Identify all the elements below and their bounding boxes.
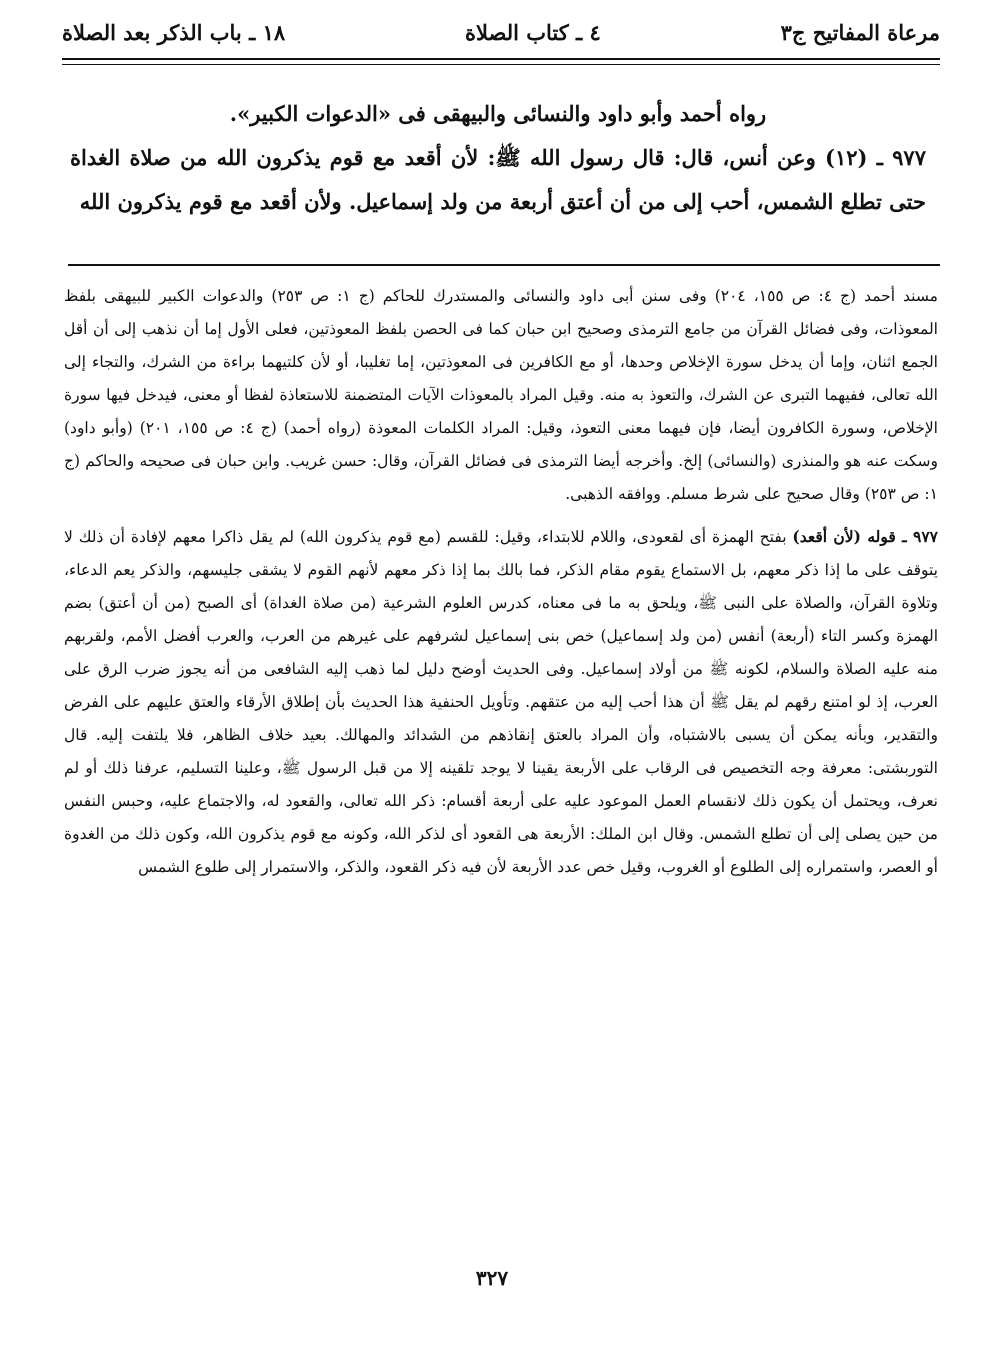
commentary-paragraph: مسند أحمد (ج ٤: ص ١٥٥، ٢٠٤) وفى سنن أبى داود والنسائى والمستدرك للحاكم (ج ١: ص ٢٥٣) والدعوات الكبير للبيهقى بلفظ المعوذات، وفى فضائل القرآن من جامع الترمذى وصحيح ابن حبان كما فى الحصن بلفظ المعوذتين، فعلى الأول إما أن نذهب إلى أن أقل الجمع اثنان، وإما أن يدخل سورة الإخلاص وحدها، أو مع الكافرين فى المعوذتين، إما تغليبا، أو لأن كلتيهما براءة من الشرك، والتجاء إلى الله تعالى، ففيهما التبرى عن الشرك، والتعوذ به منه. وقيل المراد بالمعوذات الآيات المتضمنة للاستعاذة لفظا أو معنى، فيدخل فيها سورة الإخلاص، وسورة الكافرون أيضا، فإن فيهما معنى التعوذ، وقيل: المراد الكلمات المعوذة (رواه أحمد) (ج ٤: ص ١٥٥، ٢٠١) (وأبو داود) وسكت عنه هو والمنذرى (والنسائى) إلخ. وأخرجه أيضا الترمذى فى فضائل القرآن، وقال: حسن غريب. وابن حبان فى صحيحه والحاكم (ج ١: ص ٢٥٣) وقال صحيح على شرط مسلم. ووافقه الذهبى. — [64, 287, 938, 503]
commentary — [64, 280, 938, 884]
page-number: ٣٢٧ — [475, 1266, 509, 1290]
separator-rule — [68, 264, 940, 266]
hadith-text: ٩٧٧ ـ (١٢) وعن أنس، قال: قال رسول الله ﷺ: لأن أقعد مع قوم يذكرون الله من صلاة الغداة حتى تطلع الشمس، أحب إلى من أن أعتق أربعة من ولد إسماعيل. ولأن أقعد مع قوم يذكرون الله — [70, 145, 926, 214]
running-header — [62, 10, 940, 54]
book-title: مرعاة المفاتيح ج٣ — [780, 19, 940, 45]
header-rule-thin — [62, 64, 940, 65]
chapter-title: ١٨ ـ باب الذكر بعد الصلاة — [62, 19, 286, 45]
main-text — [70, 92, 926, 224]
header-rule-thick — [62, 58, 940, 60]
section-title: ٤ ـ كتاب الصلاة — [464, 19, 601, 45]
commentary-paragraph-2 — [64, 520, 938, 884]
commentary-paragraph-body: بفتح الهمزة أى لقعودى، واللام للابتداء، وقيل: للقسم (مع قوم يذكرون الله) لم يقل ذاكرا معهم لإفادة أن ذلك لا يتوقف على ما إذا ذكر معهم، بل الاستماع يقوم مقام الذكر، فما بالك بما إذا ذكر معهم لأنهم القوم لا يشقى جليسهم، والذكر يعم الدعاء، وتلاوة القرآن، والصلاة على النبى ﷺ، ويلحق به ما فى معناه، كدرس العلوم الشرعية (من صلاة الغداة) أى الصبح (من أن أعتق) بضم الهمزة وكسر التاء (أربعة) أنفس (من ولد إسماعيل) خص بنى إسماعيل لشرفهم على غيرهم من العرب، والعرب أفضل الأمم، ولقربهم منه عليه الصلاة والسلام، لكونه ﷺ من أولاد إسماعيل. وفى الحديث أوضح دليل لما ذهب إليه الشافعى من أنه يجوز ضرب الرق على العرب، إذ لو امتنع رقهم لم يقل ﷺ أن هذا أحب إليه من عتقهم. وتأويل الحنفية هذا الحديث بأن إطلاق الأرقاء والعتق عليهم على الفرض والتقدير، وبأنه يمكن أن يسبى بالاشتباه، وأن المراد بالعتق إنقاذهم من الشدائد والمهالك. بعيد خلاف الظاهر، فلا يلتفت إليه. قال التوربشتى: معرفة وجه التخصيص فى الرقاب على الأربعة يقينا لا يوجد تلقينه إلا من قبل الرسول ﷺ، وعلينا التسليم، عرفنا ذلك أو لم نعرف، ويحتمل أن يكون ذلك لانقسام العمل الموعود عليه على أربعة أقسام: ذكر الله تعالى، والقعود له، والاجتماع عليه، وحبس النفس من حين يصلى إلى أن تطلع الشمس. وقال ابن الملك: الأربعة هى القعود أى لذكر الله، وكونه مع قوم يذكرون الله، وكون ذلك من الغدوة أو العصر، واستمراره إلى الطلوع أو الغروب، وقيل خص عدد الأربعة لأن فيه ذكر القعود، والذكر، والاستمرار إلى طلوع الشمس — [64, 528, 938, 876]
hadith-number-lemma: ٩٧٧ ـ قوله (لأن أقعد) — [792, 527, 938, 546]
source-line: رواه أحمد وأبو داود والنسائى والبيهقى فى «الدعوات الكبير». — [229, 101, 767, 126]
paragraph-gap — [64, 511, 938, 520]
